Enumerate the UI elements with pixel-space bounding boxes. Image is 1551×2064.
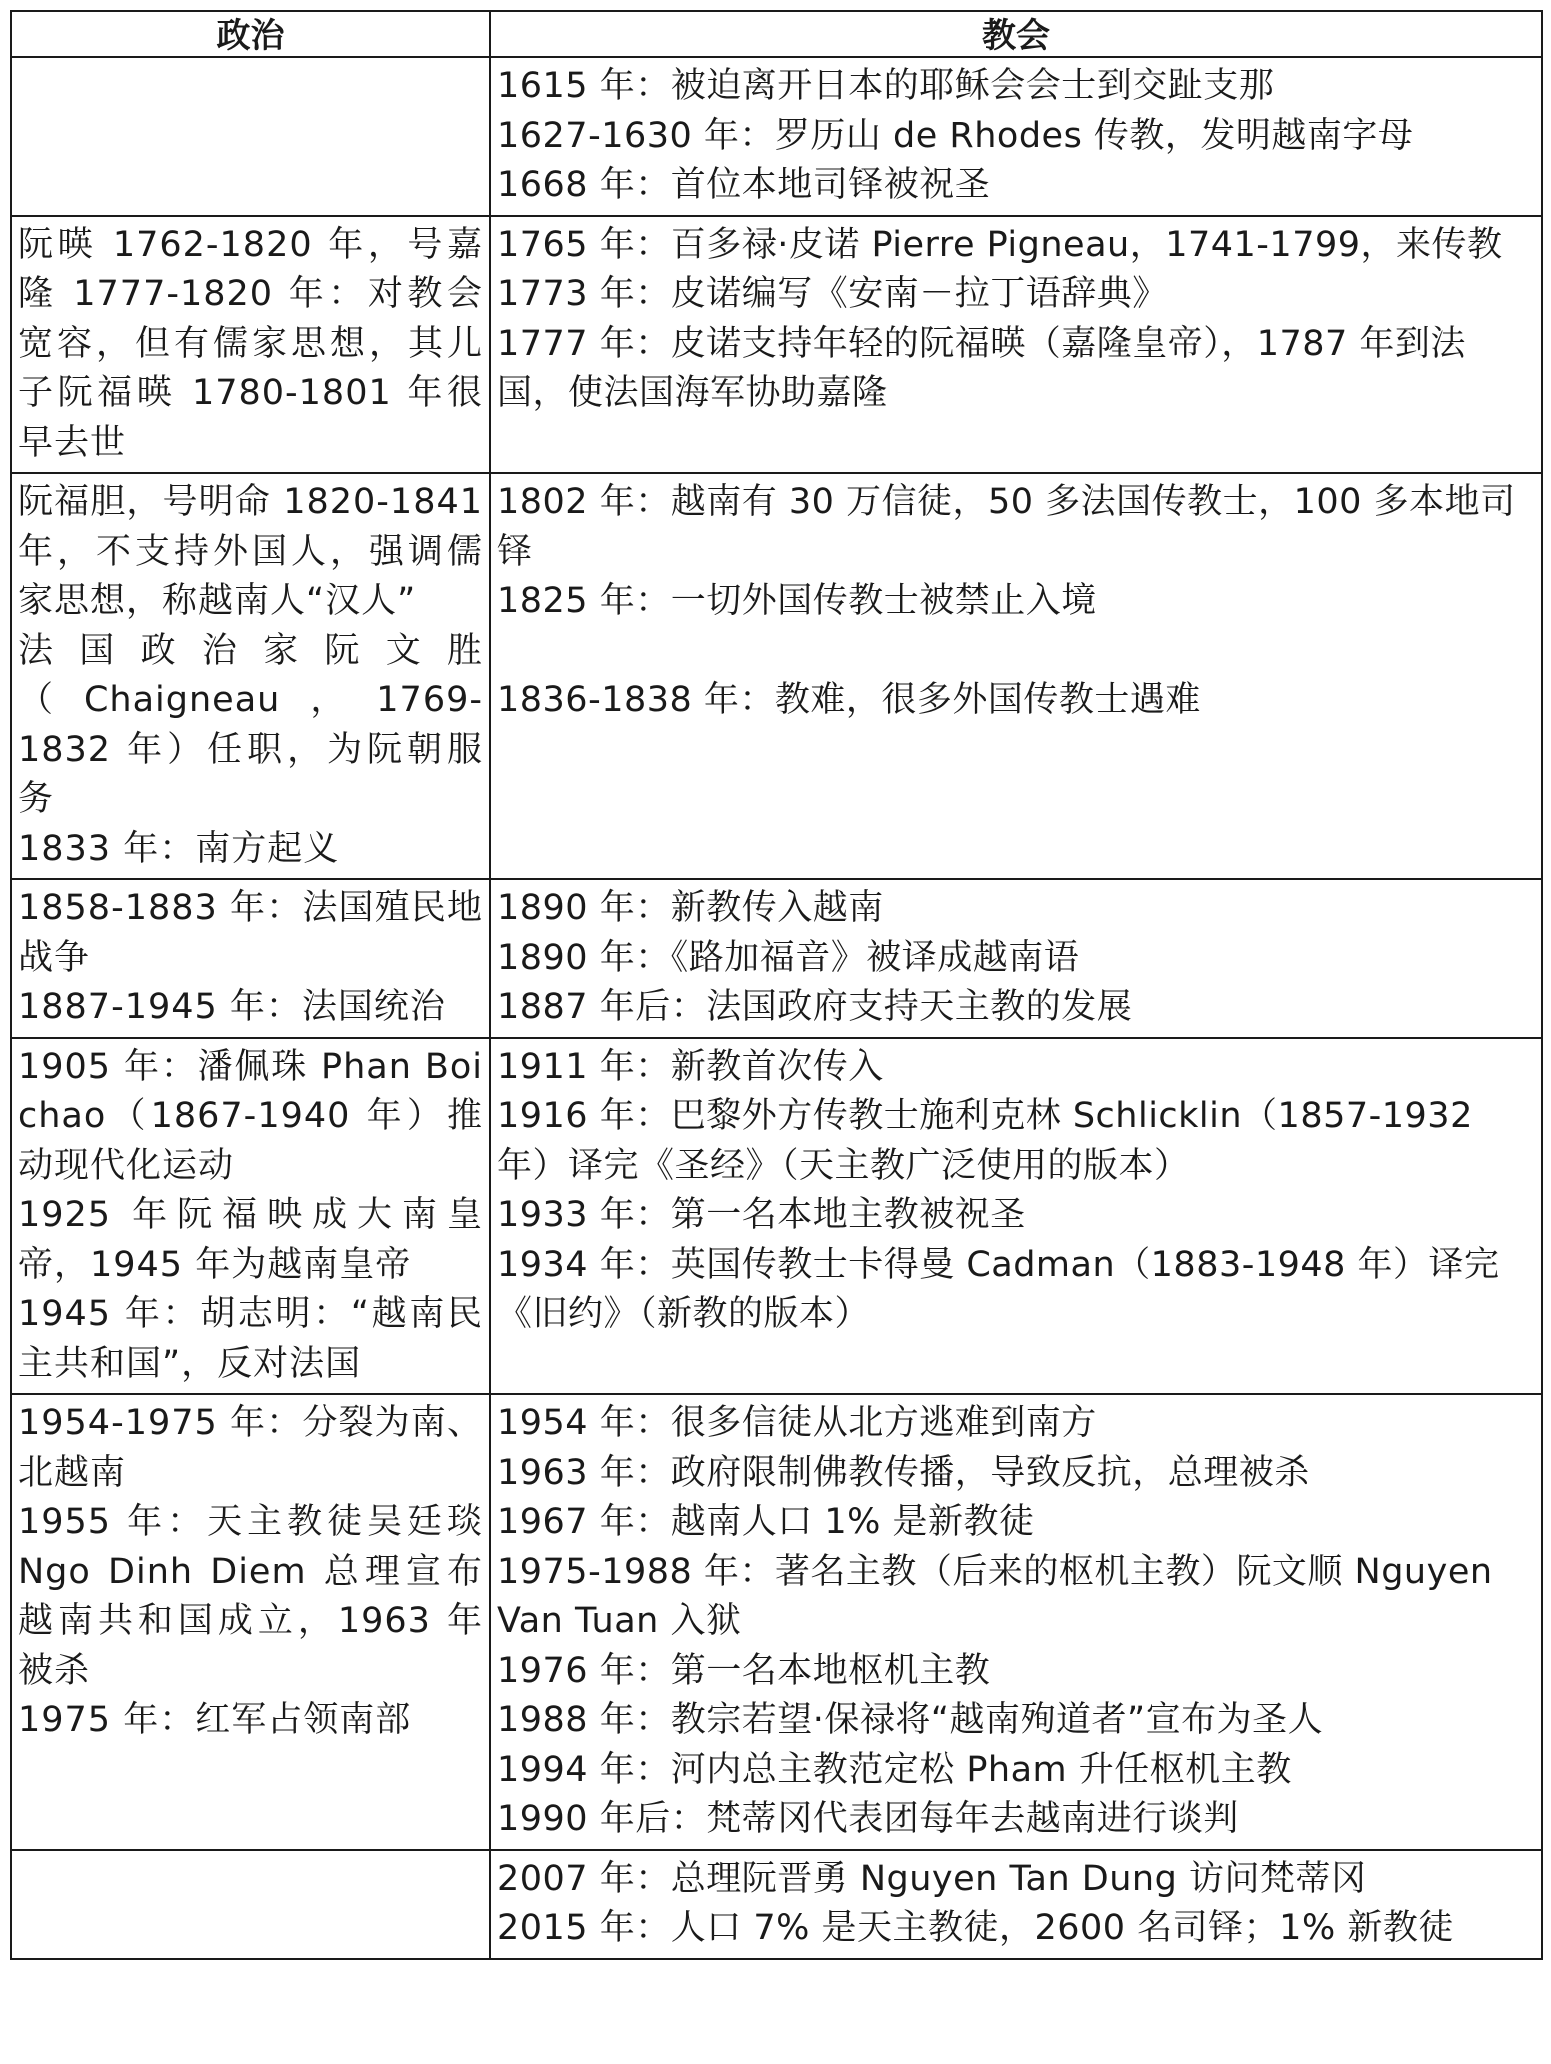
politics-cell [11,216,490,474]
church-entry: 1954 年：很多信徒从北方逃难到南方 [497,1403,1097,1443]
church-entry: 1890 年：新教传入越南 [497,888,884,928]
table-row [11,1394,1542,1850]
header-politics: 政治 [11,11,490,57]
church-entry: 1916 年：巴黎外方传教士施利克林 Schlicklin（1857-1932 年）译完《圣经》（天主教广泛使用的版本） [497,1096,1473,1186]
church-entry: 2015 年：人口 7% 是天主教徒，2600 名司铎；1% 新教徒 [497,1908,1454,1948]
church-entry: 1975-1988 年：著名主教（后来的枢机主教）阮文顺 Nguyen Van Tuan 入狱 [497,1551,1493,1641]
table-header [11,11,1542,57]
church-entry: 1890 年：《路加福音》被译成越南语 [497,937,1080,978]
church-entry: 1933 年：第一名本地主教被祝圣 [497,1195,1026,1235]
church-entry: 1963 年：政府限制佛教传播，导致反抗，总理被杀 [497,1452,1310,1493]
politics-entry: 1925 年阮福映成大南皇帝，1945 年为越南皇帝 [18,1195,483,1285]
politics-entry: 1945 年：胡志明：“越南民主共和国”，反对法国 [18,1294,483,1384]
church-cell [490,1850,1542,1959]
church-entry: 1668 年：首位本地司铎被祝圣 [497,165,991,205]
church-entry: 1967 年：越南人口 1% 是新教徒 [497,1502,1035,1542]
politics-entry: 1858-1883 年：法国殖民地战争 [18,888,483,978]
politics-entry: 1887-1945 年：法国统治 [18,987,446,1027]
church-entry: 1994 年：河内总主教范定松 Pham 升任枢机主教 [497,1749,1292,1790]
church-entry: 1988 年：教宗若望·保禄将“越南殉道者”宣布为圣人 [497,1700,1324,1740]
church-entry: 2007 年：总理阮晋勇 Nguyen Tan Dung 访问梵蒂冈 [497,1858,1367,1899]
politics-entry: 1975 年：红军占领南部 [18,1700,412,1740]
church-entry: 1836-1838 年：教难，很多外国传教士遇难 [497,680,1201,720]
politics-entry: 1954-1975 年：分裂为南、北越南 [18,1403,483,1493]
church-entry: 1627-1630 年：罗历山 de Rhodes 传教，发明越南字母 [497,115,1414,156]
timeline-table [10,10,1543,1960]
header-row [11,11,1542,57]
church-cell [490,473,1542,879]
politics-entry: 1955 年：天主教徒吴廷琰 Ngo Dinh Diem 总理宣布越南共和国成立，1963 年被杀 [18,1502,483,1691]
church-entry: 1911 年：新教首次传入 [497,1046,884,1087]
church-cell [490,1038,1542,1395]
church-entry: 1765 年：百多禄·皮诺 Pierre Pigneau，1741-1799，来传教 [497,224,1503,265]
table-row [11,1850,1542,1959]
politics-entry: 法国政治家阮文胜（Chaigneau，1769-1832 年）任职，为阮朝服务 [18,630,483,819]
politics-cell [11,1850,490,1959]
table-body [11,57,1542,1959]
politics-cell [11,879,490,1038]
church-cell [490,57,1542,216]
politics-entry: 阮福胆，号明命 1820-1841 年，不支持外国人，强调儒家思想，称越南人“汉人” [18,482,483,621]
church-entry: 1777 年：皮诺支持年轻的阮福暎（嘉隆皇帝），1787 年到法国，使法国海军协助嘉隆 [497,323,1466,413]
church-entry: 1615 年：被迫离开日本的耶稣会会士到交趾支那 [497,66,1275,106]
church-cell [490,879,1542,1038]
table-row [11,57,1542,216]
politics-cell [11,473,490,879]
church-entry: 1887 年后：法国政府支持天主教的发展 [497,987,1133,1027]
politics-cell [11,57,490,216]
church-entry: 1990 年后：梵蒂冈代表团每年去越南进行谈判 [497,1799,1239,1839]
table-row [11,1038,1542,1395]
church-entry: 1934 年：英国传教士卡得曼 Cadman（1883-1948 年）译完《旧约》（新教的版本） [497,1244,1500,1334]
politics-entry: 阮暎 1762-1820 年，号嘉隆 1777-1820 年：对教会宽容，但有儒家思想，其儿子阮福暎 1780-1801 年很早去世 [18,224,483,463]
politics-entry: 1833 年：南方起义 [18,828,340,869]
church-entry: 1802 年：越南有 30 万信徒，50 多法国传教士，100 多本地司铎 [497,482,1516,572]
politics-cell [11,1394,490,1850]
header-church: 教会 [490,11,1542,57]
church-cell [490,216,1542,474]
church-entry: 1976 年：第一名本地枢机主教 [497,1650,991,1691]
table-row [11,879,1542,1038]
politics-entry: 1905 年：潘佩珠 Phan Boi chao（1867-1940 年）推动现代化运动 [18,1046,483,1186]
church-entry: 1825 年：一切外国传教士被禁止入境 [497,581,1097,621]
blank-line [497,627,1535,677]
politics-cell [11,1038,490,1395]
church-cell [490,1394,1542,1850]
table-row [11,216,1542,474]
table-row [11,473,1542,879]
church-entry: 1773 年：皮诺编写《安南－拉丁语辞典》 [497,274,1168,314]
